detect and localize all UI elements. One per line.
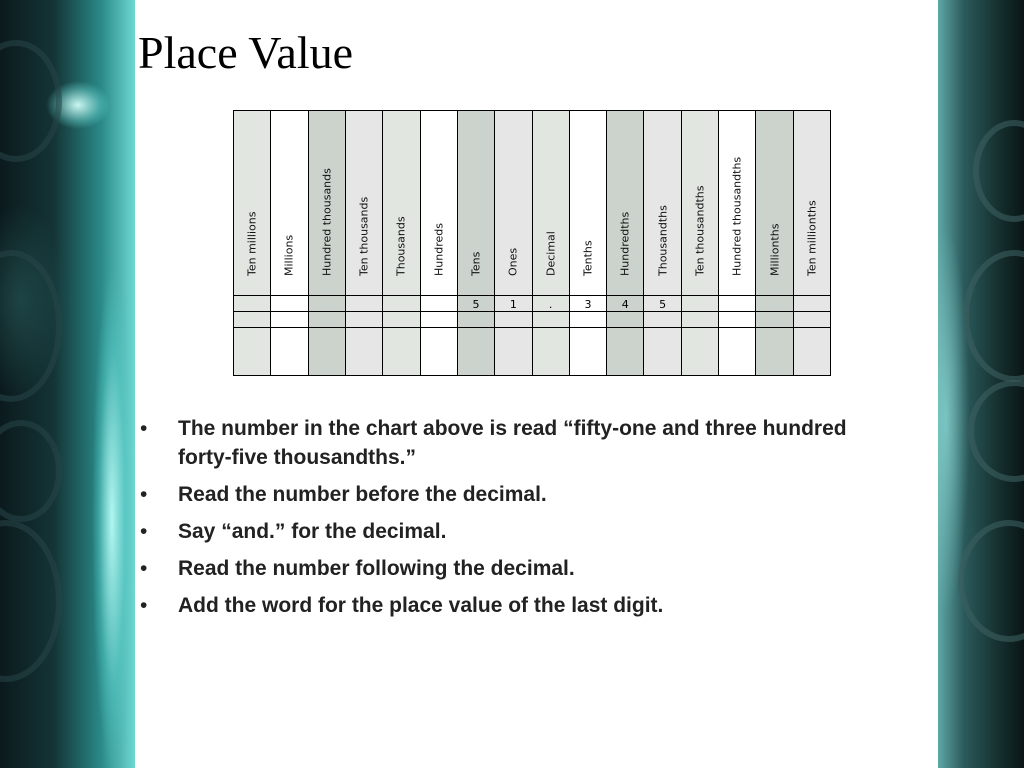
column-header: Thousands xyxy=(394,216,408,276)
column-header: Hundred thousands xyxy=(320,168,334,276)
column-header: Millionths xyxy=(768,223,782,276)
column-header: Ten thousands xyxy=(357,196,371,276)
table-column xyxy=(383,111,420,375)
bullet-icon: • xyxy=(140,483,148,506)
bullet-item xyxy=(140,517,900,546)
row-divider xyxy=(234,295,831,296)
bullet-text: Add the word for the place value of the last digit. xyxy=(178,594,664,617)
digit-cell: 4 xyxy=(621,298,629,311)
decorative-left-panel xyxy=(0,0,135,768)
column-shading xyxy=(495,111,531,375)
slide-title: Place Value xyxy=(138,27,354,78)
column-header: Ones xyxy=(506,247,520,276)
bullet-text: The number in the chart above is read “fifty-one and three hundred forty-five thousandths.” xyxy=(178,417,847,469)
bullet-item xyxy=(140,554,900,583)
table-column xyxy=(458,111,495,375)
table-column xyxy=(271,111,308,375)
table-column xyxy=(421,111,458,375)
table-column xyxy=(533,111,570,375)
column-header: Hundredths xyxy=(618,211,632,276)
bullet-icon: • xyxy=(140,417,148,440)
column-header: Ten thousandths xyxy=(693,185,707,276)
column-header: Thousandths xyxy=(656,205,670,276)
digit-cell: . xyxy=(548,298,553,311)
column-header: Ten millions xyxy=(245,211,259,276)
bullet-text: Read the number before the decimal. xyxy=(178,483,547,506)
digit-cell: 5 xyxy=(659,298,667,311)
bullet-item xyxy=(140,480,900,509)
digit-cell: 1 xyxy=(509,298,517,311)
table-column xyxy=(495,111,532,375)
column-header: Tenths xyxy=(581,240,595,276)
bullet-text: Say “and.” for the decimal. xyxy=(178,520,447,543)
table-column xyxy=(234,111,271,375)
column-header: Tens xyxy=(469,251,483,276)
bullet-icon: • xyxy=(140,594,148,617)
column-header: Decimal xyxy=(544,231,558,276)
row-divider xyxy=(234,327,831,328)
table-column xyxy=(309,111,346,375)
column-shading xyxy=(458,111,494,375)
bullet-item xyxy=(140,414,900,472)
table-column xyxy=(719,111,756,375)
row-divider xyxy=(234,311,831,312)
table-column xyxy=(794,111,831,375)
bullet-item xyxy=(140,591,900,620)
digit-cell: 3 xyxy=(584,298,592,311)
table-column xyxy=(607,111,644,375)
table-column xyxy=(346,111,383,375)
digit-cell: 5 xyxy=(472,298,480,311)
decorative-right-panel xyxy=(938,0,1024,768)
bullet-list xyxy=(140,414,900,628)
column-header: Ten millionths xyxy=(805,200,819,276)
table-column xyxy=(756,111,793,375)
column-header: Millions xyxy=(282,234,296,276)
table-column xyxy=(570,111,607,375)
bullet-text: Read the number following the decimal. xyxy=(178,557,575,580)
bullet-icon: • xyxy=(140,557,148,580)
column-header: Hundreds xyxy=(432,223,446,276)
table-column xyxy=(644,111,681,375)
column-header: Hundred thousandths xyxy=(730,156,744,276)
place-value-table xyxy=(233,110,831,376)
table-column xyxy=(682,111,719,375)
bullet-icon: • xyxy=(140,520,148,543)
